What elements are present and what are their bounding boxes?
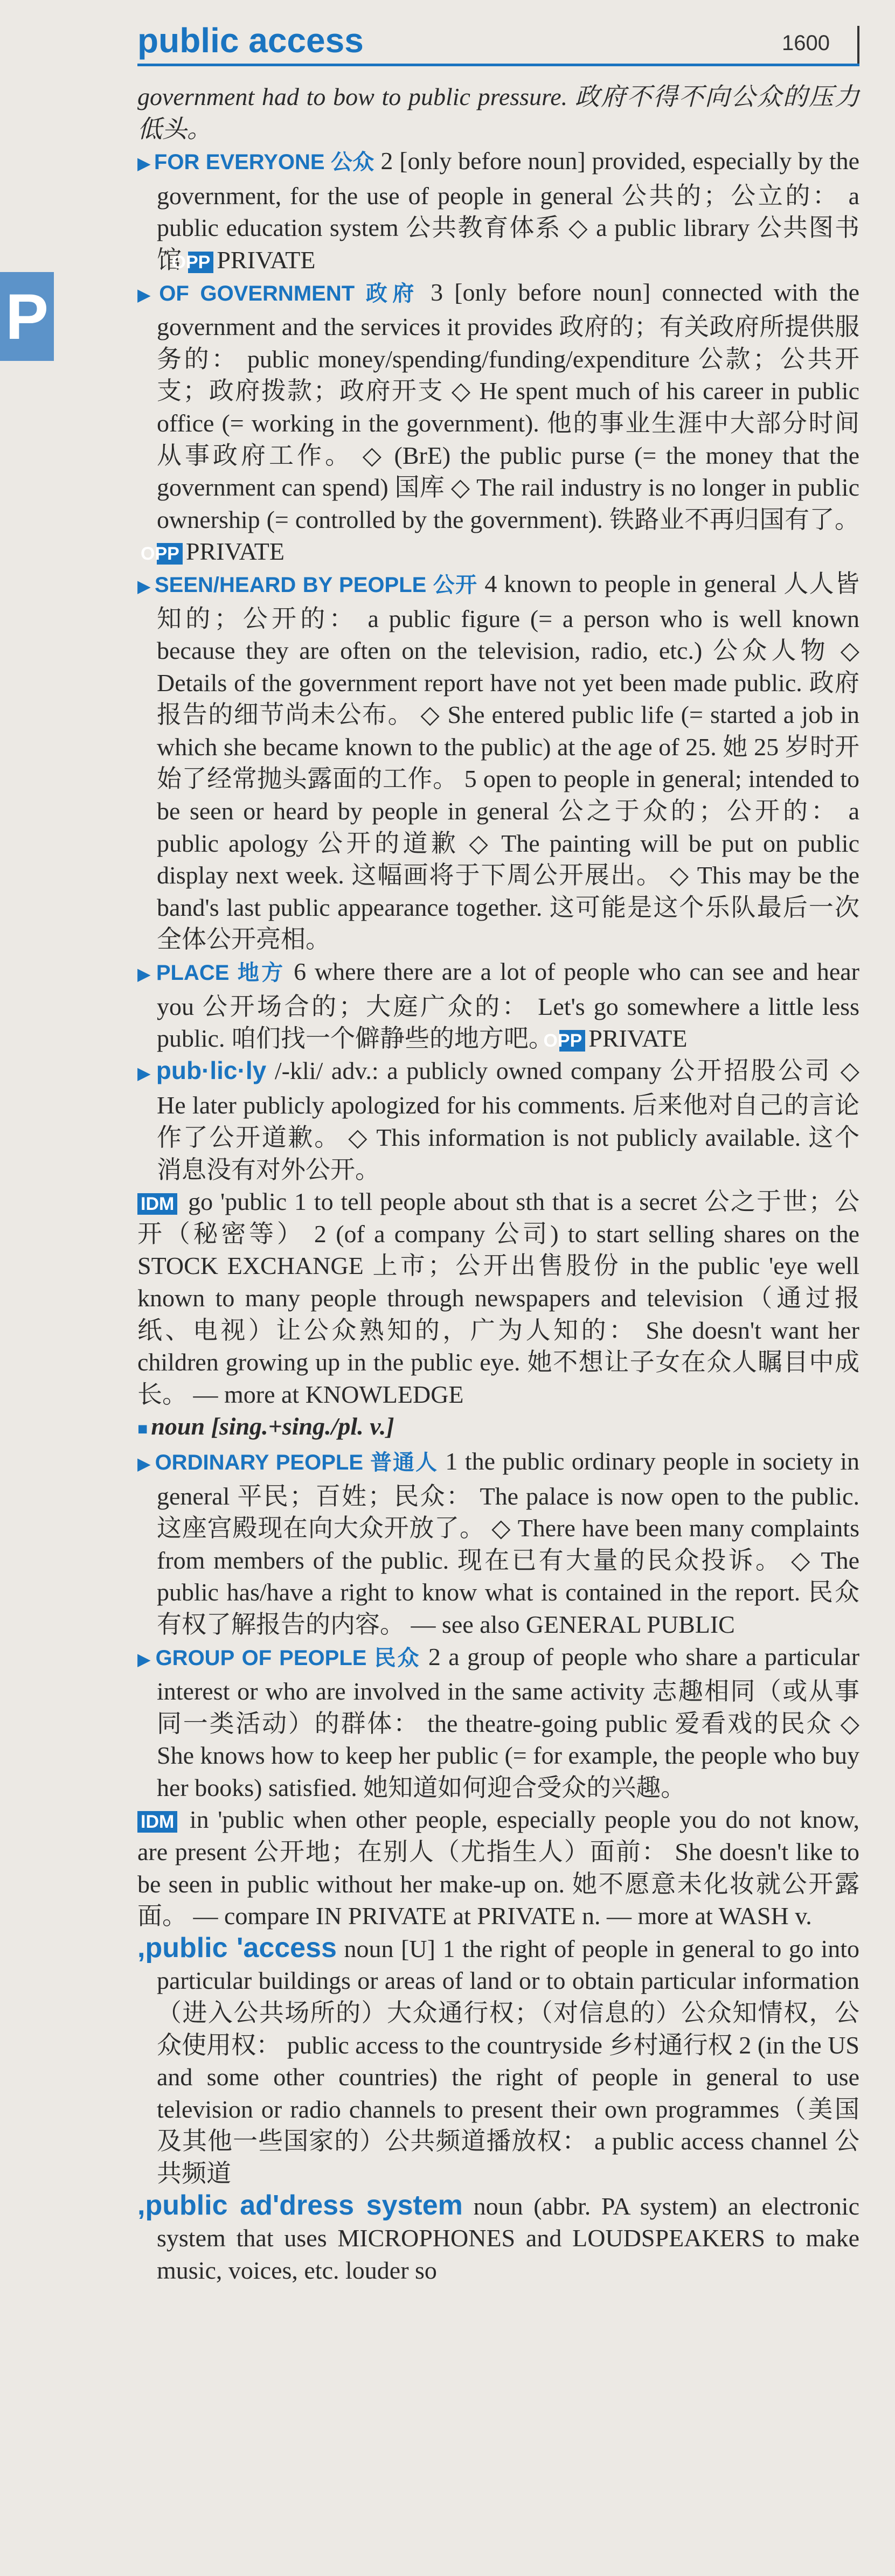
signpost: SEEN/HEARD BY PEOPLE 公开 bbox=[154, 573, 478, 597]
entry-text: noun [U] 1 the right of people in general to go into particular buildings or areas of land or to obtain particular information（进入公共场所的）大众通行权；（对信息的）公众知情权，公众使用权： public access to the countryside 乡村通行权 2 (in the US and some other countries) the right of people in general to use television or radio channels to present their own programmes（美国及其他一些国家的）公共频道播放权： a public access channel 公共频道 bbox=[157, 1934, 859, 2187]
pos-noun bbox=[137, 1410, 859, 1445]
signpost: PLACE 地方 bbox=[156, 961, 286, 985]
sense-text: 4 known to people in general 人人皆知的；公开的： a public figure (= a person who is well known because they are often on the television, radio, etc.) 公众人物 ◇ Details of the government report have not yet been made public. 政府报告的细节尚未公布。 ◇ She entered public life (= started a job in which she became known to the public) at the age of 25. 她 25 岁时开始了经常抛头露面的工作。 5 open to people in general; intended to be seen or heard by people in general 公之于众的；公开的： a public apology 公开的道歉 ◇ The painting will be put on public display next week. 这幅画将于下周公开展出。 ◇ This may be the band's last public appearance together. 这可能是这个乐队最后一次全体公开亮相。 bbox=[157, 569, 860, 953]
opp-word: PRIVATE bbox=[185, 538, 285, 566]
square-bullet-icon: ■ bbox=[137, 1419, 148, 1439]
opp-badge: OPP bbox=[559, 1030, 585, 1052]
idioms-text: go 'public 1 to tell people about sth that is a secret 公之于世；公开（秘密等） 2 (of a company 公司) to start selling shares on the STOCK EXCHANGE 上市；公开出售股份 in the public 'eye well known to many people through newspapers and television（通过报纸、电视）让公众熟知的，广为人知的： She doesn't want her children growing up in the public eye. 她不想让子女在众人瞩目中成长。 — more at KNOWLEDGE bbox=[137, 1188, 860, 1408]
entry-text: noun (abbr. PA system) an electronic system that uses MICROPHONES and LOUDSPEAKERS to make music, voices, etc. louder so bbox=[157, 2192, 859, 2284]
signpost: OF GOVERNMENT 政府 bbox=[159, 281, 420, 305]
triangle-icon: ▶ bbox=[137, 1453, 152, 1473]
header-rule bbox=[137, 64, 859, 66]
continuation-line: government had to bow to public pressure. 政府不得不向公众的压力低头。 bbox=[137, 83, 859, 143]
sense-text: 3 [only before noun] connected with the government and the services it provides 政府的；有关政府所提供服务的： public money/spending/funding/expenditure 公款；公共开支；政府拨款；政府开支 ◇ He spent much of his career in public office (= working in the government). 他的事业生涯中大部分时间从事政府工作。 ◇ (BrE) the public purse (= the money that the government can spend) 国库 ◇ The rail industry is no longer in public ownership (= controlled by the government). 铁路业不再归国有了。 bbox=[157, 278, 859, 533]
opp-word: PRIVATE bbox=[588, 1025, 688, 1053]
idm-badge: IDM bbox=[137, 1193, 177, 1215]
triangle-icon: ▶ bbox=[137, 284, 156, 304]
page-header bbox=[137, 16, 859, 67]
sense-text: 6 where there are a lot of people who can see and hear you 公开场合的；大庭广众的： Let's go somewhere a little less public. 咱们找一个僻静些的地方吧。 bbox=[157, 958, 859, 1053]
running-headword: public access bbox=[137, 21, 364, 60]
triangle-icon: ▶ bbox=[137, 964, 153, 984]
sense-group-of-people bbox=[137, 1641, 859, 1804]
opp-badge: OPP bbox=[188, 252, 214, 273]
idm-badge: IDM bbox=[137, 1811, 177, 1833]
signpost: ORDINARY PEOPLE 普通人 bbox=[155, 1450, 438, 1474]
sense-text: 2 [only before noun] provided, especially by the government, for the use of people in general 公共的；公立的： a public education system 公共教育体系 ◇ a public library 公共图书馆 bbox=[157, 147, 860, 274]
pos-label: noun [sing.+sing./pl. v.] bbox=[151, 1412, 394, 1440]
signpost: GROUP OF PEOPLE 民众 bbox=[155, 1646, 421, 1670]
triangle-icon: ▶ bbox=[137, 1649, 152, 1669]
page-number: 1600 bbox=[782, 31, 830, 55]
entry-public-access bbox=[137, 1932, 859, 2190]
idioms-text: in 'public when other people, especially people you do not know, are present 公开地；在别人（尤指生人）面前： She doesn't like to be seen in public without her make-up on. 她不愿意未化妆就公开露面。 — compare IN PRIVATE at PRIVATE n. — more at WASH v. bbox=[137, 1806, 859, 1930]
sense-place bbox=[137, 956, 859, 1055]
letter-tab-label: P bbox=[5, 281, 49, 353]
dictionary-column bbox=[137, 81, 859, 2286]
entry-headword: ,public ad'dress system bbox=[137, 2189, 463, 2221]
sense-ordinary-people bbox=[137, 1445, 859, 1641]
entry-headword: ,public 'access bbox=[137, 1932, 337, 1964]
sense-text: 2 a group of people who share a particular interest or who are involved in the same activity 志趣相同（或从事同一类活动）的群体： the theatre-going public 爱看戏的民众 ◇ She knows how to keep her public (= for example, the people who buy her books) satisfied. 她知道如何迎合受众的兴趣。 bbox=[157, 1642, 860, 1801]
idioms-adjective bbox=[137, 1186, 859, 1410]
triangle-icon: ▶ bbox=[137, 154, 151, 173]
sense-for-everyone bbox=[137, 145, 859, 276]
entry-public-address-system bbox=[137, 2190, 859, 2287]
derivative-text: /-kli/ adv.: a publicly owned company 公开招股公司 ◇ He later publicly apologized for his comments. 后来他对自己的言论作了公开道歉。 ◇ This information is not publicly available. 这个消息没有对外公开。 bbox=[157, 1056, 860, 1183]
header-vertical-rule bbox=[857, 26, 859, 65]
sense-of-government bbox=[137, 276, 859, 568]
opp-word: PRIVATE bbox=[217, 246, 316, 274]
triangle-icon: ▶ bbox=[137, 576, 151, 596]
sense-text: 1 the public ordinary people in society in general 平民；百姓；民众： The palace is now open to the public. 这座宫殿现在向大众开放了。 ◇ There have been many complaints from members of the public. 现在已有大量的民众投诉。 ◇ The public has/have a right to know what is contained in the report. 民众有权了解报告的内容。 — see also GENERAL PUBLIC bbox=[157, 1447, 860, 1638]
sense-seen-heard bbox=[137, 568, 859, 956]
derivative-publicly bbox=[137, 1055, 859, 1186]
idioms-noun bbox=[137, 1804, 859, 1932]
signpost: FOR EVERYONE 公众 bbox=[154, 150, 374, 175]
triangle-icon: ▶ bbox=[137, 1063, 153, 1083]
opp-badge: OPP bbox=[157, 543, 183, 565]
derivative-word: pub·lic·ly bbox=[156, 1056, 267, 1084]
